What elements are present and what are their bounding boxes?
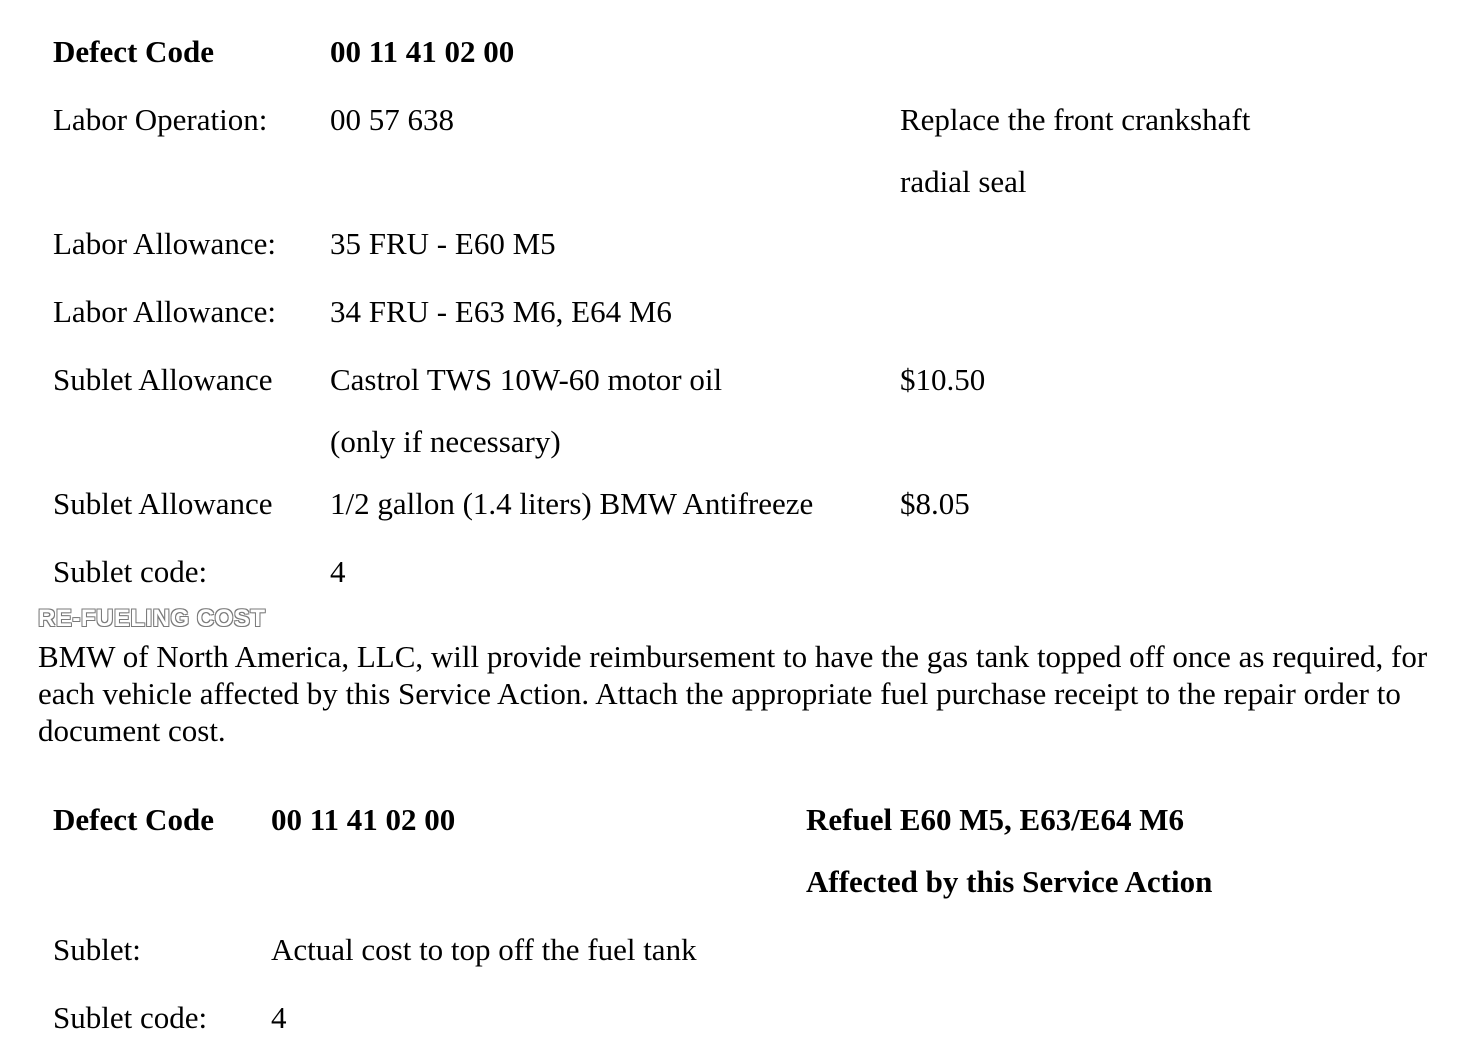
labor-allowance-1-value: 35 FRU - E60 M5 (330, 226, 556, 261)
labor-operation-desc-line1: Replace the front crankshaft (900, 102, 1251, 137)
sublet-2-label: Sublet: (53, 932, 141, 967)
sublet-allowance-1-price: $10.50 (900, 362, 986, 397)
sublet-code-value: 4 (330, 554, 346, 589)
refuel-desc-line1: Refuel E60 M5, E63/E64 M6 (806, 802, 1184, 837)
labor-operation-label: Labor Operation: (53, 102, 268, 137)
defect-code-2-label: Defect Code (53, 802, 214, 837)
sublet-allowance-2-price: $8.05 (900, 486, 970, 521)
sublet-allowance-2-label: Sublet Allowance (53, 486, 273, 521)
sublet-code-label: Sublet code: (53, 554, 208, 589)
defect-code-2-value: 00 11 41 02 00 (271, 802, 456, 837)
labor-operation-desc-line2: radial seal (900, 164, 1027, 199)
refueling-heading: RE-FUELING COST (38, 605, 266, 632)
sublet-code-2-label: Sublet code: (53, 1000, 208, 1035)
labor-allowance-1-label: Labor Allowance: (53, 226, 276, 261)
labor-allowance-2-value: 34 FRU - E63 M6, E64 M6 (330, 294, 672, 329)
sublet-2-value: Actual cost to top off the fuel tank (271, 932, 697, 967)
sublet-allowance-1-value-line1: Castrol TWS 10W-60 motor oil (330, 362, 723, 397)
sublet-code-2-value: 4 (271, 1000, 287, 1035)
sublet-allowance-1-label: Sublet Allowance (53, 362, 273, 397)
labor-allowance-2-label: Labor Allowance: (53, 294, 276, 329)
labor-operation-value: 00 57 638 (330, 102, 454, 137)
defect-code-value: 00 11 41 02 00 (330, 34, 515, 69)
sublet-allowance-1-value-line2: (only if necessary) (330, 424, 561, 459)
sublet-allowance-2-value: 1/2 gallon (1.4 liters) BMW Antifreeze (330, 486, 814, 521)
refueling-paragraph: BMW of North America, LLC, will provide reimbursement to have the gas tank topped off once as required, for each vehicle affected by this Service Action. Attach the appropriate fuel purchase receipt to the repair order to document cost. (38, 639, 1428, 748)
defect-code-label: Defect Code (53, 34, 214, 69)
refuel-desc-line2: Affected by this Service Action (806, 864, 1213, 899)
